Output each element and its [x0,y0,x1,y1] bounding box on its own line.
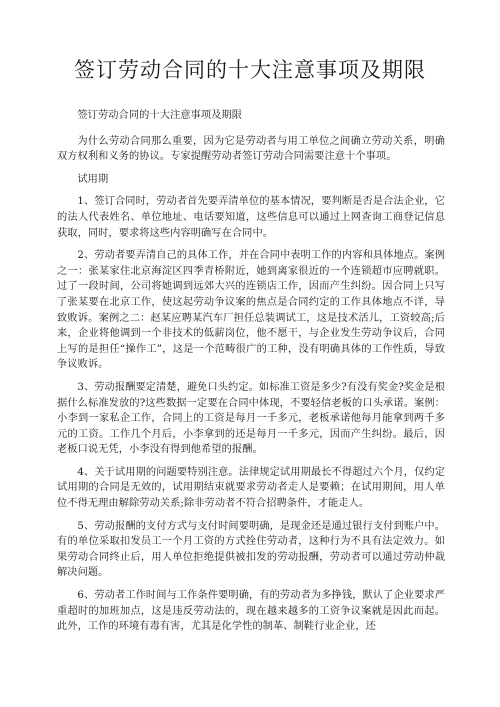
section-heading-probation: 试用期 [77,173,109,185]
paragraph-item-2: 2、劳动者要弄清自己的具体工作，并在合同中表明工作的内容和具体地点。案例之一：张某家住北京海淀区四季青桥附近，她到离家很近的一个连锁超市应聘就职。过了一段时间，公司将她调到远郊大兴的连锁店工作，因而产生纠纷。因合同上只写了张某要在北京工作，使这起劳动争议案的焦点是合同约定的工作具体地点不详，导致败诉。案例之二：赵某应聘某汽车厂担任总装调试工，这是技术活儿，工资较高;后来，企业将他调到一个非技术的低薪岗位，他不愿干，与企业发生劳动争议后，合同上写的是担任“操作工”，这是一个范畴很广的工种，没有明确具体的工作性质，导致争议败诉。 [57,250,445,371]
document-body [57,108,445,642]
paragraph-item-4: 4、关于试用期的问题要特别注意。法律规定试用期最长不得超过六个月，仅约定试用期的合同是无效的，试用期结束就要求劳动者走人是要赖；在试用期间，用人单位不得无理由解除劳动关系;除非劳动者不符合招聘条件，才能走人。 [57,466,445,510]
paragraph-item-5: 5、劳动报酬的支付方式与支付时间要明确，是现金还是通过银行支付到账户中。有的单位采取扣发员工一个月工资的方式拴住劳动者，这种行为不具有法定效力。如果劳动合同终止后，用人单位拒绝提供被扣发的劳动报酬，劳动者可以通过劳动仲裁解决问题。 [57,520,445,579]
paragraph-item-6: 6、劳动者工作时间与工作条件要明确，有的劳动者为多挣钱，默认了企业要求严重超时的加班加点，这是违反劳动法的，现在越来越多的工资争议案就是因此而起。此外，工作的环境有毒有害，尤其是化学性的制革、制鞋行业企业，还 [57,590,445,633]
document-title: 签订劳动合同的十大注意事项及期限 [74,58,426,82]
intro-paragraph: 为什么劳动合同那么重要，因为它是劳动者与用工单位之间确立劳动关系，明确双方权利和义务的协议。专家提醒劳动者签订劳动合同需要注意十个事项。 [57,135,445,163]
paragraph-item-1: 1、签订合同时，劳动者首先要弄清单位的基本情况，要判断是否是合法企业，它的法人代表姓名、单位地址、电话要知道，这些信息可以通过上网查询工商登记信息获取，同时，要求将这些内容明确写在合同中。 [57,196,445,239]
paragraph-item-3: 3、劳动报酬要定清楚，避免口头约定。如标准工资是多少?有没有奖金?奖金是根据什么标准发放的?这些数据一定要在合同中体现，不要轻信老板的口头承诺。案例：小李到一家私企工作，合同上的工资是每月一千多元，老板承诺他每月能拿到两千多元的工资。工作几个月后，小李拿到的还是每月一千多元，因而产生纠纷。最后，因老板口说无凭，小李没有得到他希望的报酬。 [57,381,445,456]
document-subtitle: 签订劳动合同的十大注意事项及期限 [77,110,242,121]
